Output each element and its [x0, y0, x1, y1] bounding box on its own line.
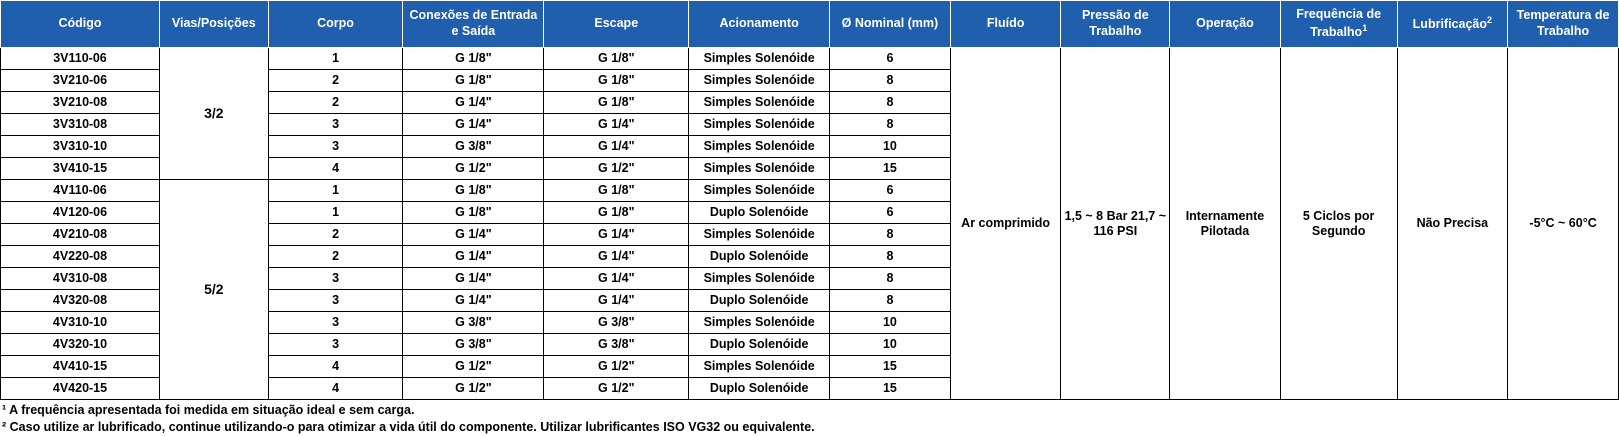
cell-corpo: 2 [268, 224, 403, 246]
cell-conexoes: G 1/8" [403, 202, 544, 224]
cell-diametro-nominal: 6 [830, 180, 951, 202]
cell-codigo: 4V220-08 [1, 246, 160, 268]
cell-corpo: 4 [268, 158, 403, 180]
cell-diametro-nominal: 8 [830, 290, 951, 312]
cell-conexoes: G 1/2" [403, 158, 544, 180]
cell-conexoes: G 1/2" [403, 356, 544, 378]
cell-corpo: 1 [268, 180, 403, 202]
cell-acionamento: Duplo Solenóide [689, 290, 830, 312]
header-escape: Escape [544, 1, 689, 48]
footnotes [2, 402, 1619, 436]
cell-conexoes: G 1/8" [403, 70, 544, 92]
cell-acionamento: Simples Solenóide [689, 268, 830, 290]
cell-corpo: 3 [268, 268, 403, 290]
cell-codigo: 4V320-08 [1, 290, 160, 312]
cell-escape: G 3/8" [544, 334, 689, 356]
cell-escape: G 1/4" [544, 224, 689, 246]
header-codigo: Código [1, 1, 160, 48]
cell-frequencia-trabalho: 5 Ciclos por Segundo [1280, 48, 1397, 400]
cell-escape: G 1/2" [544, 158, 689, 180]
cell-acionamento: Duplo Solenóide [689, 378, 830, 400]
cell-corpo: 3 [268, 312, 403, 334]
cell-escape: G 1/4" [544, 114, 689, 136]
cell-codigo: 4V320-10 [1, 334, 160, 356]
cell-corpo: 1 [268, 48, 403, 70]
header-vias-posicoes: Vias/Posições [159, 1, 268, 48]
cell-acionamento: Duplo Solenóide [689, 202, 830, 224]
cell-acionamento: Simples Solenóide [689, 48, 830, 70]
cell-diametro-nominal: 8 [830, 224, 951, 246]
cell-conexoes: G 1/4" [403, 268, 544, 290]
cell-corpo: 3 [268, 334, 403, 356]
cell-conexoes: G 1/8" [403, 180, 544, 202]
cell-conexoes: G 1/4" [403, 114, 544, 136]
header-acionamento: Acionamento [689, 1, 830, 48]
cell-operacao: Internamente Pilotada [1170, 48, 1281, 400]
cell-escape: G 1/4" [544, 290, 689, 312]
cell-corpo: 3 [268, 114, 403, 136]
cell-diametro-nominal: 8 [830, 92, 951, 114]
cell-codigo: 4V210-08 [1, 224, 160, 246]
cell-diametro-nominal: 15 [830, 356, 951, 378]
header-conexoes: Conexões de Entrada e Saída [403, 1, 544, 48]
cell-escape: G 1/4" [544, 136, 689, 158]
cell-codigo: 4V120-06 [1, 202, 160, 224]
cell-codigo: 3V110-06 [1, 48, 160, 70]
cell-conexoes: G 1/2" [403, 378, 544, 400]
cell-acionamento: Duplo Solenóide [689, 334, 830, 356]
header-frequencia-footnote-marker: 1 [1362, 22, 1368, 33]
cell-diametro-nominal: 8 [830, 268, 951, 290]
cell-pressao-trabalho: 1,5 ~ 8 Bar 21,7 ~ 116 PSI [1061, 48, 1170, 400]
cell-vias-posicoes-group: 5/2 [159, 180, 268, 400]
header-lubrificacao [1397, 1, 1508, 48]
cell-corpo: 3 [268, 290, 403, 312]
cell-conexoes: G 1/4" [403, 290, 544, 312]
cell-codigo: 3V210-08 [1, 92, 160, 114]
header-diametro-nominal: Ø Nominal (mm) [830, 1, 951, 48]
cell-escape: G 1/2" [544, 356, 689, 378]
cell-acionamento: Duplo Solenóide [689, 246, 830, 268]
cell-acionamento: Simples Solenóide [689, 136, 830, 158]
cell-codigo: 4V420-15 [1, 378, 160, 400]
cell-acionamento: Simples Solenóide [689, 224, 830, 246]
cell-corpo: 1 [268, 202, 403, 224]
cell-lubrificacao: Não Precisa [1397, 48, 1508, 400]
cell-corpo: 3 [268, 136, 403, 158]
cell-diametro-nominal: 8 [830, 114, 951, 136]
cell-codigo: 4V310-08 [1, 268, 160, 290]
cell-acionamento: Simples Solenóide [689, 114, 830, 136]
cell-diametro-nominal: 8 [830, 70, 951, 92]
header-lubrificacao-footnote-marker: 2 [1487, 15, 1493, 26]
cell-escape: G 1/2" [544, 378, 689, 400]
cell-corpo: 2 [268, 92, 403, 114]
cell-diametro-nominal: 10 [830, 136, 951, 158]
cell-codigo: 3V410-15 [1, 158, 160, 180]
cell-escape: G 1/8" [544, 202, 689, 224]
cell-diametro-nominal: 8 [830, 246, 951, 268]
header-pressao-trabalho: Pressão de Trabalho [1061, 1, 1170, 48]
header-operacao: Operação [1170, 1, 1281, 48]
table-header-row [1, 1, 1619, 48]
cell-temperatura-trabalho: -5°C ~ 60°C [1508, 48, 1619, 400]
cell-acionamento: Simples Solenóide [689, 70, 830, 92]
cell-codigo: 4V310-10 [1, 312, 160, 334]
header-temperatura-trabalho: Temperatura de Trabalho [1508, 1, 1619, 48]
cell-escape: G 1/4" [544, 246, 689, 268]
cell-escape: G 1/8" [544, 48, 689, 70]
cell-codigo: 3V310-10 [1, 136, 160, 158]
cell-conexoes: G 3/8" [403, 312, 544, 334]
footnote-2: ² Caso utilize ar lubrificado, continue utilizando-o para otimizar a vida útil do componente. Utilizar lubrificantes ISO VG32 ou equivalente. [2, 419, 815, 434]
header-lubrificacao-label: Lubrificação [1412, 17, 1487, 32]
cell-escape: G 1/8" [544, 70, 689, 92]
cell-escape: G 1/8" [544, 92, 689, 114]
cell-corpo: 4 [268, 356, 403, 378]
cell-fluido: Ar comprimido [950, 48, 1061, 400]
cell-codigo: 3V210-06 [1, 70, 160, 92]
cell-conexoes: G 3/8" [403, 136, 544, 158]
cell-acionamento: Simples Solenóide [689, 158, 830, 180]
cell-acionamento: Simples Solenóide [689, 312, 830, 334]
cell-diametro-nominal: 15 [830, 378, 951, 400]
cell-corpo: 2 [268, 70, 403, 92]
cell-corpo: 4 [268, 378, 403, 400]
cell-diametro-nominal: 15 [830, 158, 951, 180]
cell-escape: G 3/8" [544, 312, 689, 334]
cell-conexoes: G 1/4" [403, 246, 544, 268]
cell-codigo: 4V410-15 [1, 356, 160, 378]
cell-escape: G 1/4" [544, 268, 689, 290]
cell-codigo: 3V310-08 [1, 114, 160, 136]
cell-diametro-nominal: 10 [830, 312, 951, 334]
cell-acionamento: Simples Solenóide [689, 92, 830, 114]
cell-acionamento: Simples Solenóide [689, 356, 830, 378]
cell-diametro-nominal: 10 [830, 334, 951, 356]
cell-codigo: 4V110-06 [1, 180, 160, 202]
cell-vias-posicoes-group: 3/2 [159, 48, 268, 180]
cell-escape: G 1/8" [544, 180, 689, 202]
cell-corpo: 2 [268, 246, 403, 268]
cell-conexoes: G 3/8" [403, 334, 544, 356]
header-frequencia-label: Frequência de Trabalho [1296, 7, 1382, 40]
cell-diametro-nominal: 6 [830, 48, 951, 70]
header-frequencia-trabalho [1280, 1, 1397, 48]
cell-conexoes: G 1/8" [403, 48, 544, 70]
cell-conexoes: G 1/4" [403, 92, 544, 114]
cell-acionamento: Simples Solenóide [689, 180, 830, 202]
cell-diametro-nominal: 6 [830, 202, 951, 224]
cell-conexoes: G 1/4" [403, 224, 544, 246]
header-corpo: Corpo [268, 1, 403, 48]
footnote-1: ¹ A frequência apresentada foi medida em situação ideal e sem carga. [2, 403, 415, 417]
header-fluido: Fluído [950, 1, 1061, 48]
table-row [1, 48, 1619, 70]
